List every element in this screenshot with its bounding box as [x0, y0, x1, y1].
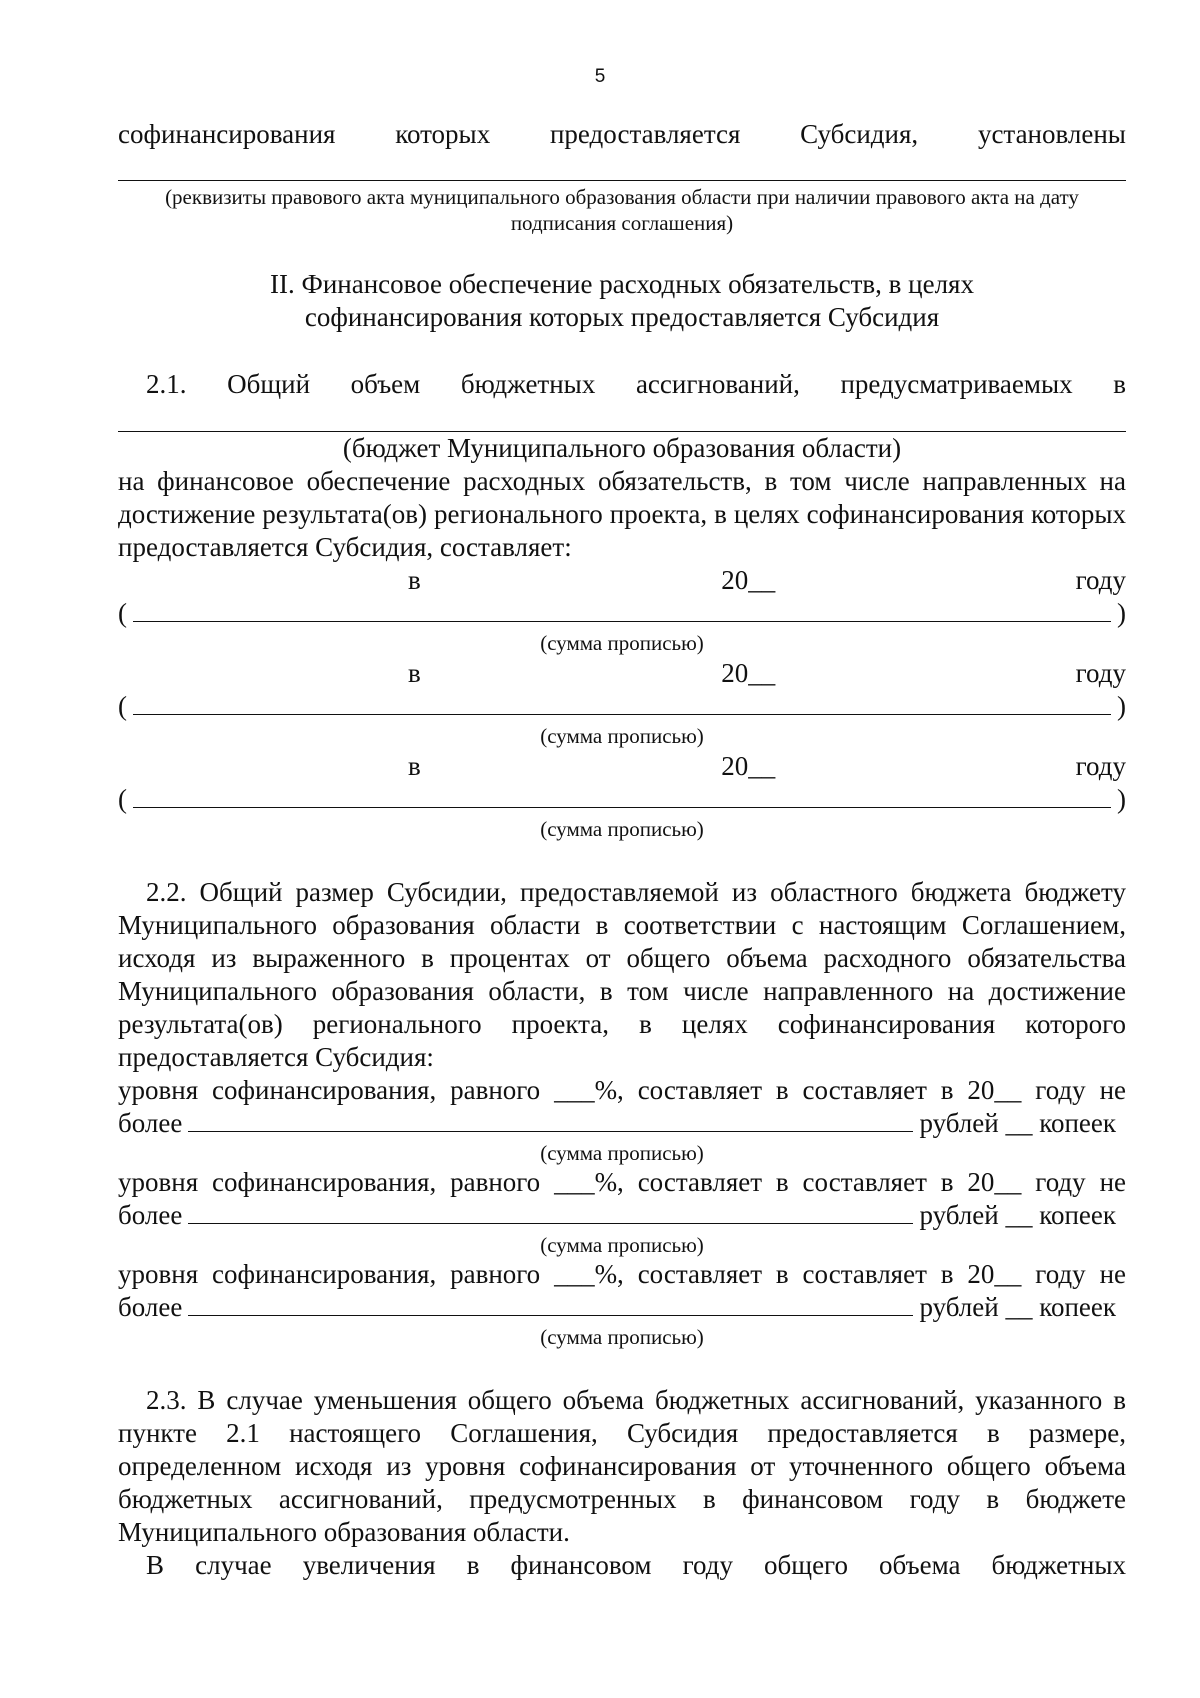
- year-v: в: [408, 565, 421, 595]
- amount-open: (: [118, 784, 127, 814]
- intro-word: софинансирования: [118, 119, 336, 149]
- level-amount-blank: [188, 1291, 913, 1316]
- p21-word: объем: [350, 369, 421, 399]
- p21-word: предусматриваемых: [840, 369, 1073, 399]
- level-caption: (сумма прописью): [540, 1233, 704, 1257]
- intro-line: [118, 118, 1126, 151]
- legal-act-caption: (реквизиты правового акта муниципального образования области при наличии правового акта на дату подписания соглашения): [165, 185, 1079, 235]
- p23-text: 2.3. В случае уменьшения общего объема бюджетных ассигнований, указанного в пункте 2.1 настоящего Соглашения, Субсидия предоставляется в размере, определенном исходя из уровня софинансирования от уточненного общего объема бюджетных ассигнований, предусмотренных в финансовом году в бюджете Муниципального образования области.: [118, 1385, 1126, 1547]
- level-amount-blank: [188, 1199, 913, 1224]
- level-amount-blank: [188, 1107, 913, 1132]
- level-more: более: [118, 1108, 183, 1138]
- year-word: году: [1075, 658, 1126, 688]
- year-block: [118, 657, 1126, 749]
- page-number: 5: [594, 66, 606, 87]
- level-caption: (сумма прописью): [540, 1141, 704, 1165]
- intro-word: Субсидия,: [800, 119, 919, 149]
- p22-text: 2.2. Общий размер Субсидии, предоставляемой из областного бюджета бюджету Муниципального образования области в соответствии с настоящим Соглашением, исходя из выраженного в процентах от общего объема расходного обязательства Муниципального образования области, в том числе направленного на достижение результата(ов) регионального проекта, в целях софинансирования которого предоставляется Субсидия:: [118, 877, 1126, 1072]
- level-line: уровня софинансирования, равного ___%, составляет в составляет в 20__ году не: [118, 1167, 1126, 1197]
- level-block: [118, 1074, 1126, 1166]
- legal-act-blank: [118, 180, 1126, 181]
- amount-caption: (сумма прописью): [540, 817, 704, 841]
- p21-word: бюджетных: [460, 369, 596, 399]
- budget-caption: (бюджет Муниципального образования области): [342, 433, 902, 463]
- intro-word: установлены: [977, 119, 1126, 149]
- level-more: более: [118, 1292, 183, 1322]
- amount-caption: (сумма прописью): [540, 631, 704, 655]
- amount-blank: [133, 597, 1111, 622]
- amount-open: (: [118, 598, 127, 628]
- amount-blank: [133, 783, 1111, 808]
- section-title: [118, 268, 1126, 334]
- year-value: 20__: [721, 565, 776, 595]
- amount-close: ): [1117, 784, 1126, 814]
- section-title-line1: II. Финансовое обеспечение расходных обязательств, в целях: [270, 269, 974, 299]
- year-v: в: [408, 751, 421, 781]
- section-title-line2: софинансирования которых предоставляется Субсидия: [304, 302, 940, 332]
- amount-close: ): [1117, 691, 1126, 721]
- year-v: в: [408, 658, 421, 688]
- level-block: [118, 1166, 1126, 1258]
- level-more: более: [118, 1200, 183, 1230]
- p21-text: на финансовое обеспечение расходных обязательств, в том числе направленных на достижение результата(ов) регионального проекта, в целях софинансирования которых предоставляется Субсидия, составляет:: [118, 466, 1126, 562]
- p23-last-line: В случае увеличения в финансовом году общего объема бюджетных: [146, 1550, 1126, 1580]
- p21-word: Общий: [227, 369, 311, 399]
- level-block: [118, 1258, 1126, 1350]
- amount-close: ): [1117, 598, 1126, 628]
- intro-word: которых: [395, 119, 491, 149]
- p21-word: 2.1.: [146, 369, 187, 399]
- level-line: уровня софинансирования, равного ___%, составляет в составляет в 20__ году не: [118, 1259, 1126, 1289]
- p21-word: в: [1113, 369, 1126, 399]
- amount-blank: [133, 690, 1111, 715]
- amount-open: (: [118, 691, 127, 721]
- year-value: 20__: [721, 658, 776, 688]
- year-word: году: [1075, 565, 1126, 595]
- intro-word: предоставляется: [549, 119, 741, 149]
- amount-caption: (сумма прописью): [540, 724, 704, 748]
- level-rub: рублей __ копеек: [919, 1200, 1116, 1230]
- year-word: году: [1075, 751, 1126, 781]
- year-block: [118, 564, 1126, 656]
- p21-word: ассигнований,: [635, 369, 800, 399]
- p21-first-line: [118, 368, 1126, 401]
- level-line: уровня софинансирования, равного ___%, составляет в составляет в 20__ году не: [118, 1075, 1126, 1105]
- year-value: 20__: [721, 751, 776, 781]
- level-rub: рублей __ копеек: [919, 1108, 1116, 1138]
- level-rub: рублей __ копеек: [919, 1292, 1116, 1322]
- year-block: [118, 750, 1126, 842]
- level-caption: (сумма прописью): [540, 1325, 704, 1349]
